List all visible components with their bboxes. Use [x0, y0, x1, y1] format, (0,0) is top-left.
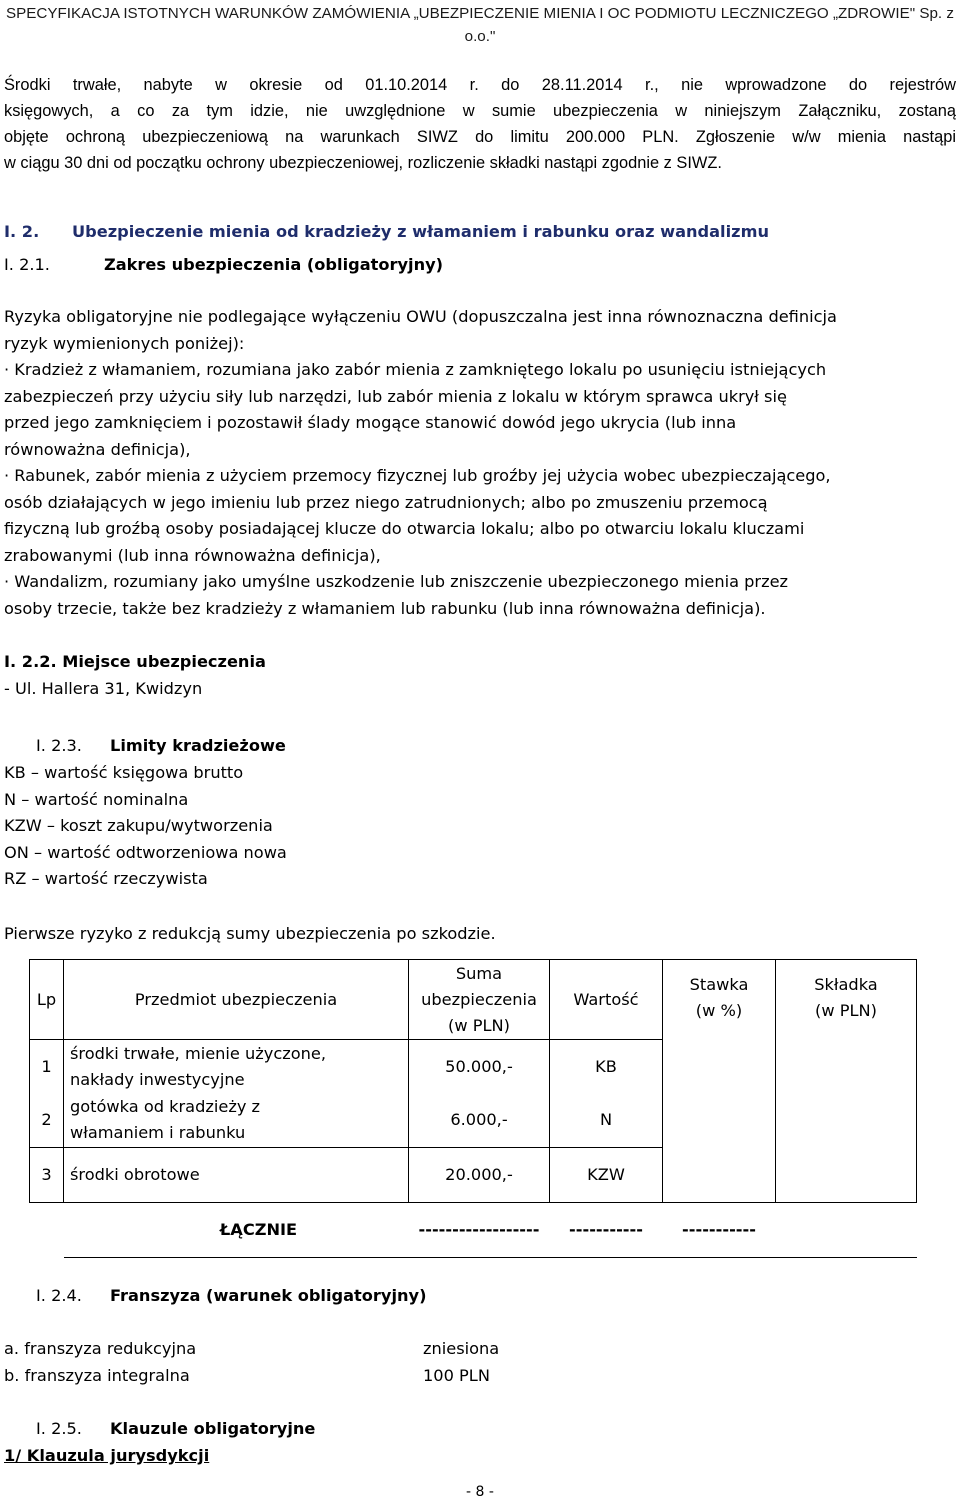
- deductible-label: a. franszyza redukcyjna: [4, 1339, 197, 1358]
- row-subject-line: nakłady inwestycyjne: [70, 1069, 245, 1089]
- intro-paragraph: [4, 72, 956, 176]
- header-rate: [663, 960, 776, 1203]
- header-sum: [409, 960, 550, 1040]
- section-number: I. 2.3.: [36, 736, 82, 755]
- header-premium-line: (w PLN): [815, 1001, 877, 1020]
- location-address: - Ul. Hallera 31, Kwidzyn: [4, 679, 203, 698]
- row-subject-line: włamaniem i rabunku: [70, 1123, 246, 1143]
- section-title: Limity kradzieżowe: [110, 736, 286, 755]
- abbreviation-item: N – wartość nominalna: [4, 789, 189, 809]
- risks-line: osób działających w jego imieniu lub przez niego zatrudnionych; albo po zmuszeniu przemocą: [4, 492, 768, 512]
- section-i22-heading: I. 2.2. Miejsce ubezpieczenia: [4, 652, 266, 671]
- row-subject: [64, 1094, 409, 1148]
- header-premium: [776, 960, 917, 1203]
- total-label: ŁĄCZNIE: [64, 1203, 409, 1258]
- risks-line: osoby trzecie, także bez kradzieży z włamaniem lub rabunku (lub inna równoważna definicja).: [4, 598, 766, 618]
- section-title: Zakres ubezpieczenia (obligatoryjny): [104, 255, 444, 274]
- section-i21-heading: [4, 252, 443, 279]
- document-header: [0, 2, 960, 48]
- deductible-item: [4, 1363, 490, 1390]
- risks-line: równoważna definicja),: [4, 439, 191, 459]
- deductible-value: zniesiona: [423, 1339, 500, 1358]
- deductible-value: 100 PLN: [423, 1366, 490, 1385]
- intro-line: objęte ochroną ubezpieczeniową na warunkach SIWZ do limitu 200.000 PLN. Zgłoszenie w/w mienia nastąpi: [4, 128, 956, 146]
- risks-line: fizyczną lub groźbą osoby posiadającej klucze do otwarcia lokalu; albo po otwarciu lokalu kluczami: [4, 519, 805, 538]
- row-lp: 1: [30, 1040, 64, 1094]
- abbreviation-item: KZW – koszt zakupu/wytworzenia: [4, 816, 273, 835]
- header-line-1: SPECYFIKACJA ISTOTNYCH WARUNKÓW ZAMÓWIENIA „UBEZPIECZENIE MIENIA I OC PODMIOTU LECZNICZEGO „ZDROWIE" Sp. z: [6, 5, 954, 22]
- intro-line: w ciągu 30 dni od początku ochrony ubezpieczeniowej, rozliczenie składki nastąpi zgodnie z SIWZ.: [4, 154, 722, 172]
- abbreviation-item: ON – wartość odtworzeniowa nowa: [4, 842, 287, 862]
- section-title: Klauzule obligatoryjne: [110, 1419, 316, 1438]
- header-line-2: o.o.": [464, 28, 496, 45]
- section-number: I. 2.1.: [4, 255, 50, 274]
- header-rate-line: Stawka: [689, 975, 749, 994]
- section-number: I. 2.5.: [36, 1419, 82, 1438]
- header-subject: Przedmiot ubezpieczenia: [64, 960, 409, 1040]
- abbreviation-list: [4, 760, 287, 893]
- section-i23-heading: [36, 733, 286, 760]
- risks-line: Ryzyka obligatoryjne nie podlegające wyłączeniu OWU (dopuszczalna jest inna równoznaczna definicja: [4, 307, 837, 326]
- total-value: -----------: [550, 1203, 663, 1258]
- section-number: I. 2.4.: [36, 1286, 82, 1305]
- row-subject-line: środki trwałe, mienie użyczone,: [70, 1043, 327, 1063]
- section-title: Franszyza (warunek obligatoryjny): [110, 1286, 427, 1305]
- section-i2-heading: [4, 219, 769, 246]
- page-number: - 8 -: [466, 1484, 494, 1500]
- risks-line: przed jego zamknięciem i pozostawił ślady mogące stanowić dowód jego ukrycia (lub inna: [4, 413, 737, 432]
- abbreviation-item: RZ – wartość rzeczywista: [4, 869, 208, 888]
- row-subject: środki obrotowe: [64, 1148, 409, 1203]
- jurisdiction-clause-heading: 1/ Klauzula jurysdykcji: [4, 1446, 210, 1465]
- risks-line: zrabowanymi (lub inna równoważna definicja),: [4, 545, 381, 565]
- row-lp: 3: [30, 1148, 64, 1203]
- row-subject: [64, 1040, 409, 1094]
- row-sum: 6.000,-: [409, 1094, 550, 1148]
- risks-line: zabezpieczeń przy użyciu siły lub narzędzi, lub zabór mienia z lokalu w którym sprawca ukrył się: [4, 386, 787, 406]
- section-title: Ubezpieczenie mienia od kradzieży z włamaniem i rabunku oraz wandalizmu: [72, 222, 769, 241]
- header-sum-line: ubezpieczenia: [421, 989, 537, 1009]
- risks-line: · Kradzież z włamaniem, rozumiana jako zabór mienia z zamkniętego lokalu po usunięciu istniejących: [4, 360, 827, 379]
- row-value: KB: [550, 1040, 663, 1094]
- risks-line: · Rabunek, zabór mienia z użyciem przemocy fizycznej lub groźby jej użycia wobec ubezpieczającego,: [4, 466, 831, 485]
- row-value: N: [550, 1094, 663, 1148]
- row-value: KZW: [550, 1148, 663, 1203]
- header-sum-line: (w PLN): [448, 1015, 510, 1035]
- row-sum: 50.000,-: [409, 1040, 550, 1094]
- total-rate: -----------: [663, 1203, 776, 1258]
- table-total-row: [30, 1203, 917, 1258]
- intro-line: Środki trwałe, nabyte w okresie od 01.10.2014 r. do 28.11.2014 r., nie wprowadzone do rejestrów: [4, 76, 956, 94]
- section-number: I. 2.: [4, 222, 40, 241]
- table-header-row: [30, 960, 917, 1040]
- risks-line: · Wandalizm, rozumiany jako umyślne uszkodzenie lub zniszczenie ubezpieczonego mienia przez: [4, 572, 789, 591]
- deductible-label: b. franszyza integralna: [4, 1366, 190, 1385]
- total-sum: ------------------: [409, 1203, 550, 1258]
- header-value: Wartość: [550, 960, 663, 1040]
- header-sum-line: Suma: [455, 963, 503, 983]
- row-lp: 2: [30, 1094, 64, 1148]
- risks-line: ryzyk wymienionych poniżej):: [4, 333, 245, 353]
- row-sum: 20.000,-: [409, 1148, 550, 1203]
- risks-paragraph: [4, 304, 837, 622]
- first-risk-note: Pierwsze ryzyko z redukcją sumy ubezpieczenia po szkodzie.: [4, 924, 496, 943]
- row-subject-line: gotówka od kradzieży z: [70, 1097, 261, 1117]
- insurance-sum-table: [29, 959, 917, 1258]
- section-i25-heading: [36, 1416, 315, 1443]
- header-premium-line: Składka: [814, 975, 878, 994]
- section-i24-heading: [36, 1283, 426, 1310]
- abbreviation-item: KB – wartość księgowa brutto: [4, 763, 244, 782]
- header-rate-line: (w %): [695, 1001, 743, 1020]
- intro-line: księgowych, a co za tym idzie, nie uwzględnione w sumie ubezpieczenia w niniejszym Załączniku, zostaną: [4, 102, 956, 120]
- deductible-item: [4, 1336, 499, 1363]
- total-premium: [776, 1203, 917, 1258]
- header-lp: Lp: [30, 960, 64, 1040]
